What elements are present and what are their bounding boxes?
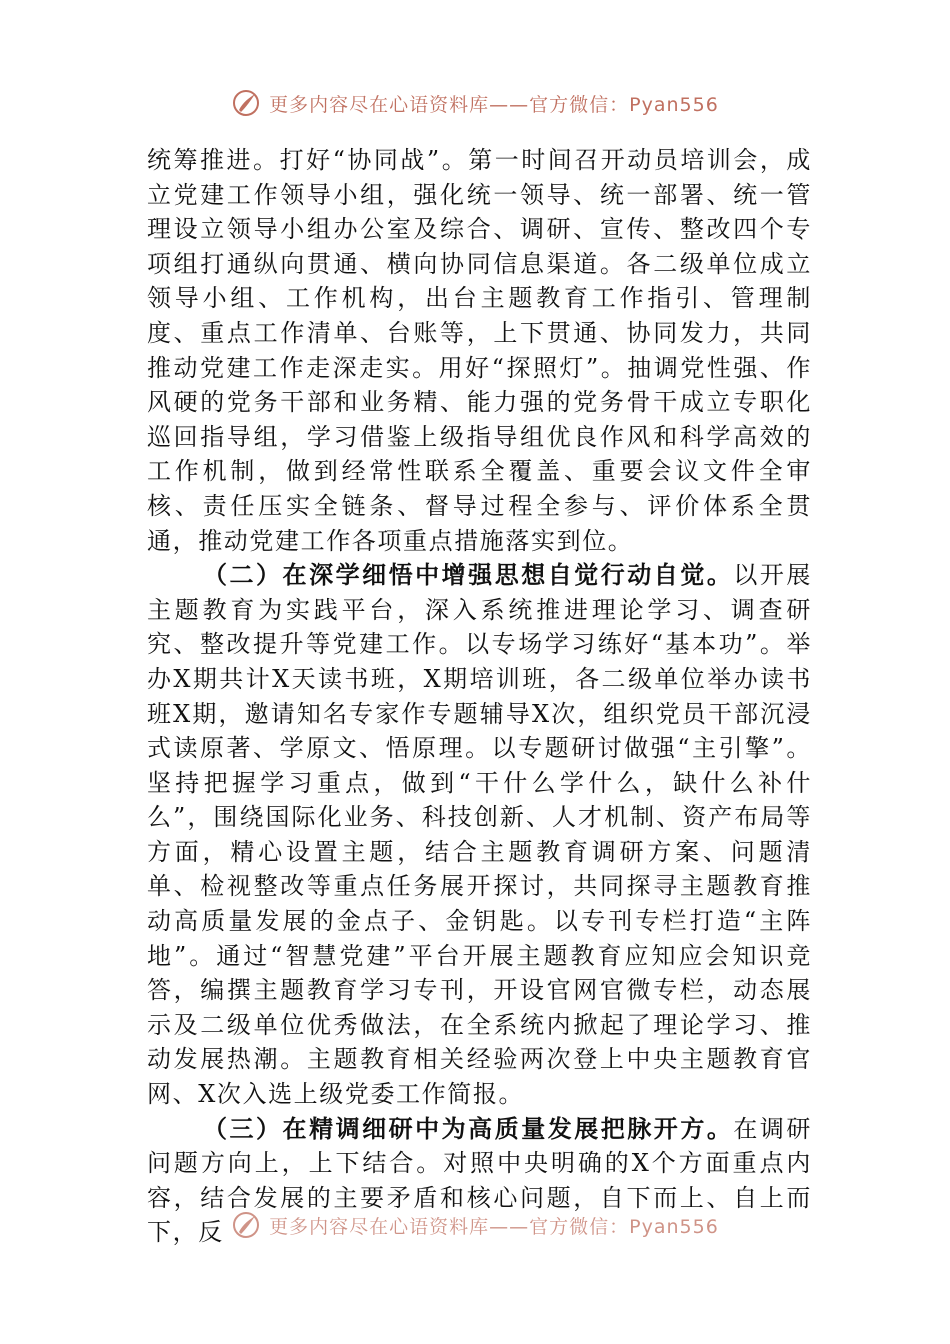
section-heading-2: （二）在深学细悟中增强思想自觉行动自觉。 xyxy=(203,560,734,590)
brush-logo-icon xyxy=(231,88,261,118)
watermark-bottom xyxy=(0,1210,950,1240)
paragraph-3-text: 在调研问题方向上，上下结合。对照中央明确的X个方面重点内容，结合发展的主要矛盾和核心问题，自下而上、自上而下，反 xyxy=(147,1114,812,1247)
section-heading-3: （三）在精调细研中为高质量发展把脉开方。 xyxy=(203,1113,734,1143)
brush-logo-icon xyxy=(231,1210,261,1240)
paragraph-2-text: 以开展主题教育为实践平台，深入系统推进理论学习、调查研究、整改提升等党建工作。以专场学习练好“基本功”。举办X期共计X天读书班，X期培训班，各二级单位举办读书班X期，邀请知名专家作专题辅导X次，组织党员干部沉浸式读原著、学原文、悟原理。以专题研讨做强“主引擎”。坚持把握学习重点，做到“干什么学什么，缺什么补什么”，围绕国际化业务、科技创新、人才机制、资产布局等方面，精心设置主题，结合主题教育调研方案、问题清单、检视整改等重点任务展开探讨，共同探寻主题教育推动高质量发展的金点子、金钥匙。以专刊专栏打造“主阵地”。通过“智慧党建”平台开展主题教育应知应会知识竞答，编撰主题教育学习专刊，开设官网官微专栏，动态展示及二级单位优秀做法，在全系统内掀起了理论学习、推动发展热潮。主题教育相关经验两次登上中央主题教育官网、X次入选上级党委工作简报。 xyxy=(147,561,812,1109)
watermark-top xyxy=(0,88,950,118)
document-body xyxy=(147,143,812,1250)
paragraph-1 xyxy=(147,143,812,558)
paragraph-1-text: 统筹推进。打好“协同战”。第一时间召开动员培训会，成立党建工作领导小组，强化统一领导、统一部署、统一管理设立领导小组办公室及综合、调研、宣传、整改四个专项组打通纵向贯通、横向协同信息渠道。各二级单位成立领导小组、工作机构，出台主题教育工作指引、管理制度、重点工作清单、台账等，上下贯通、协同发力，共同推动党建工作走深走实。用好“探照灯”。抽调党性强、作风硬的党务干部和业务精、能力强的党务骨干成立专职化巡回指导组，学习借鉴上级指导组优良作风和科学高效的工作机制，做到经常性联系全覆盖、重要会议文件全审核、责任压实全链条、督导过程全参与、评价体系全贯通，推动党建工作各项重点措施落实到位。 xyxy=(147,146,812,555)
watermark-text: 更多内容尽在心语资料库——官方微信：Pyan556 xyxy=(269,1215,719,1238)
watermark-text: 更多内容尽在心语资料库——官方微信：Pyan556 xyxy=(269,93,719,116)
paragraph-2 xyxy=(147,558,812,1112)
